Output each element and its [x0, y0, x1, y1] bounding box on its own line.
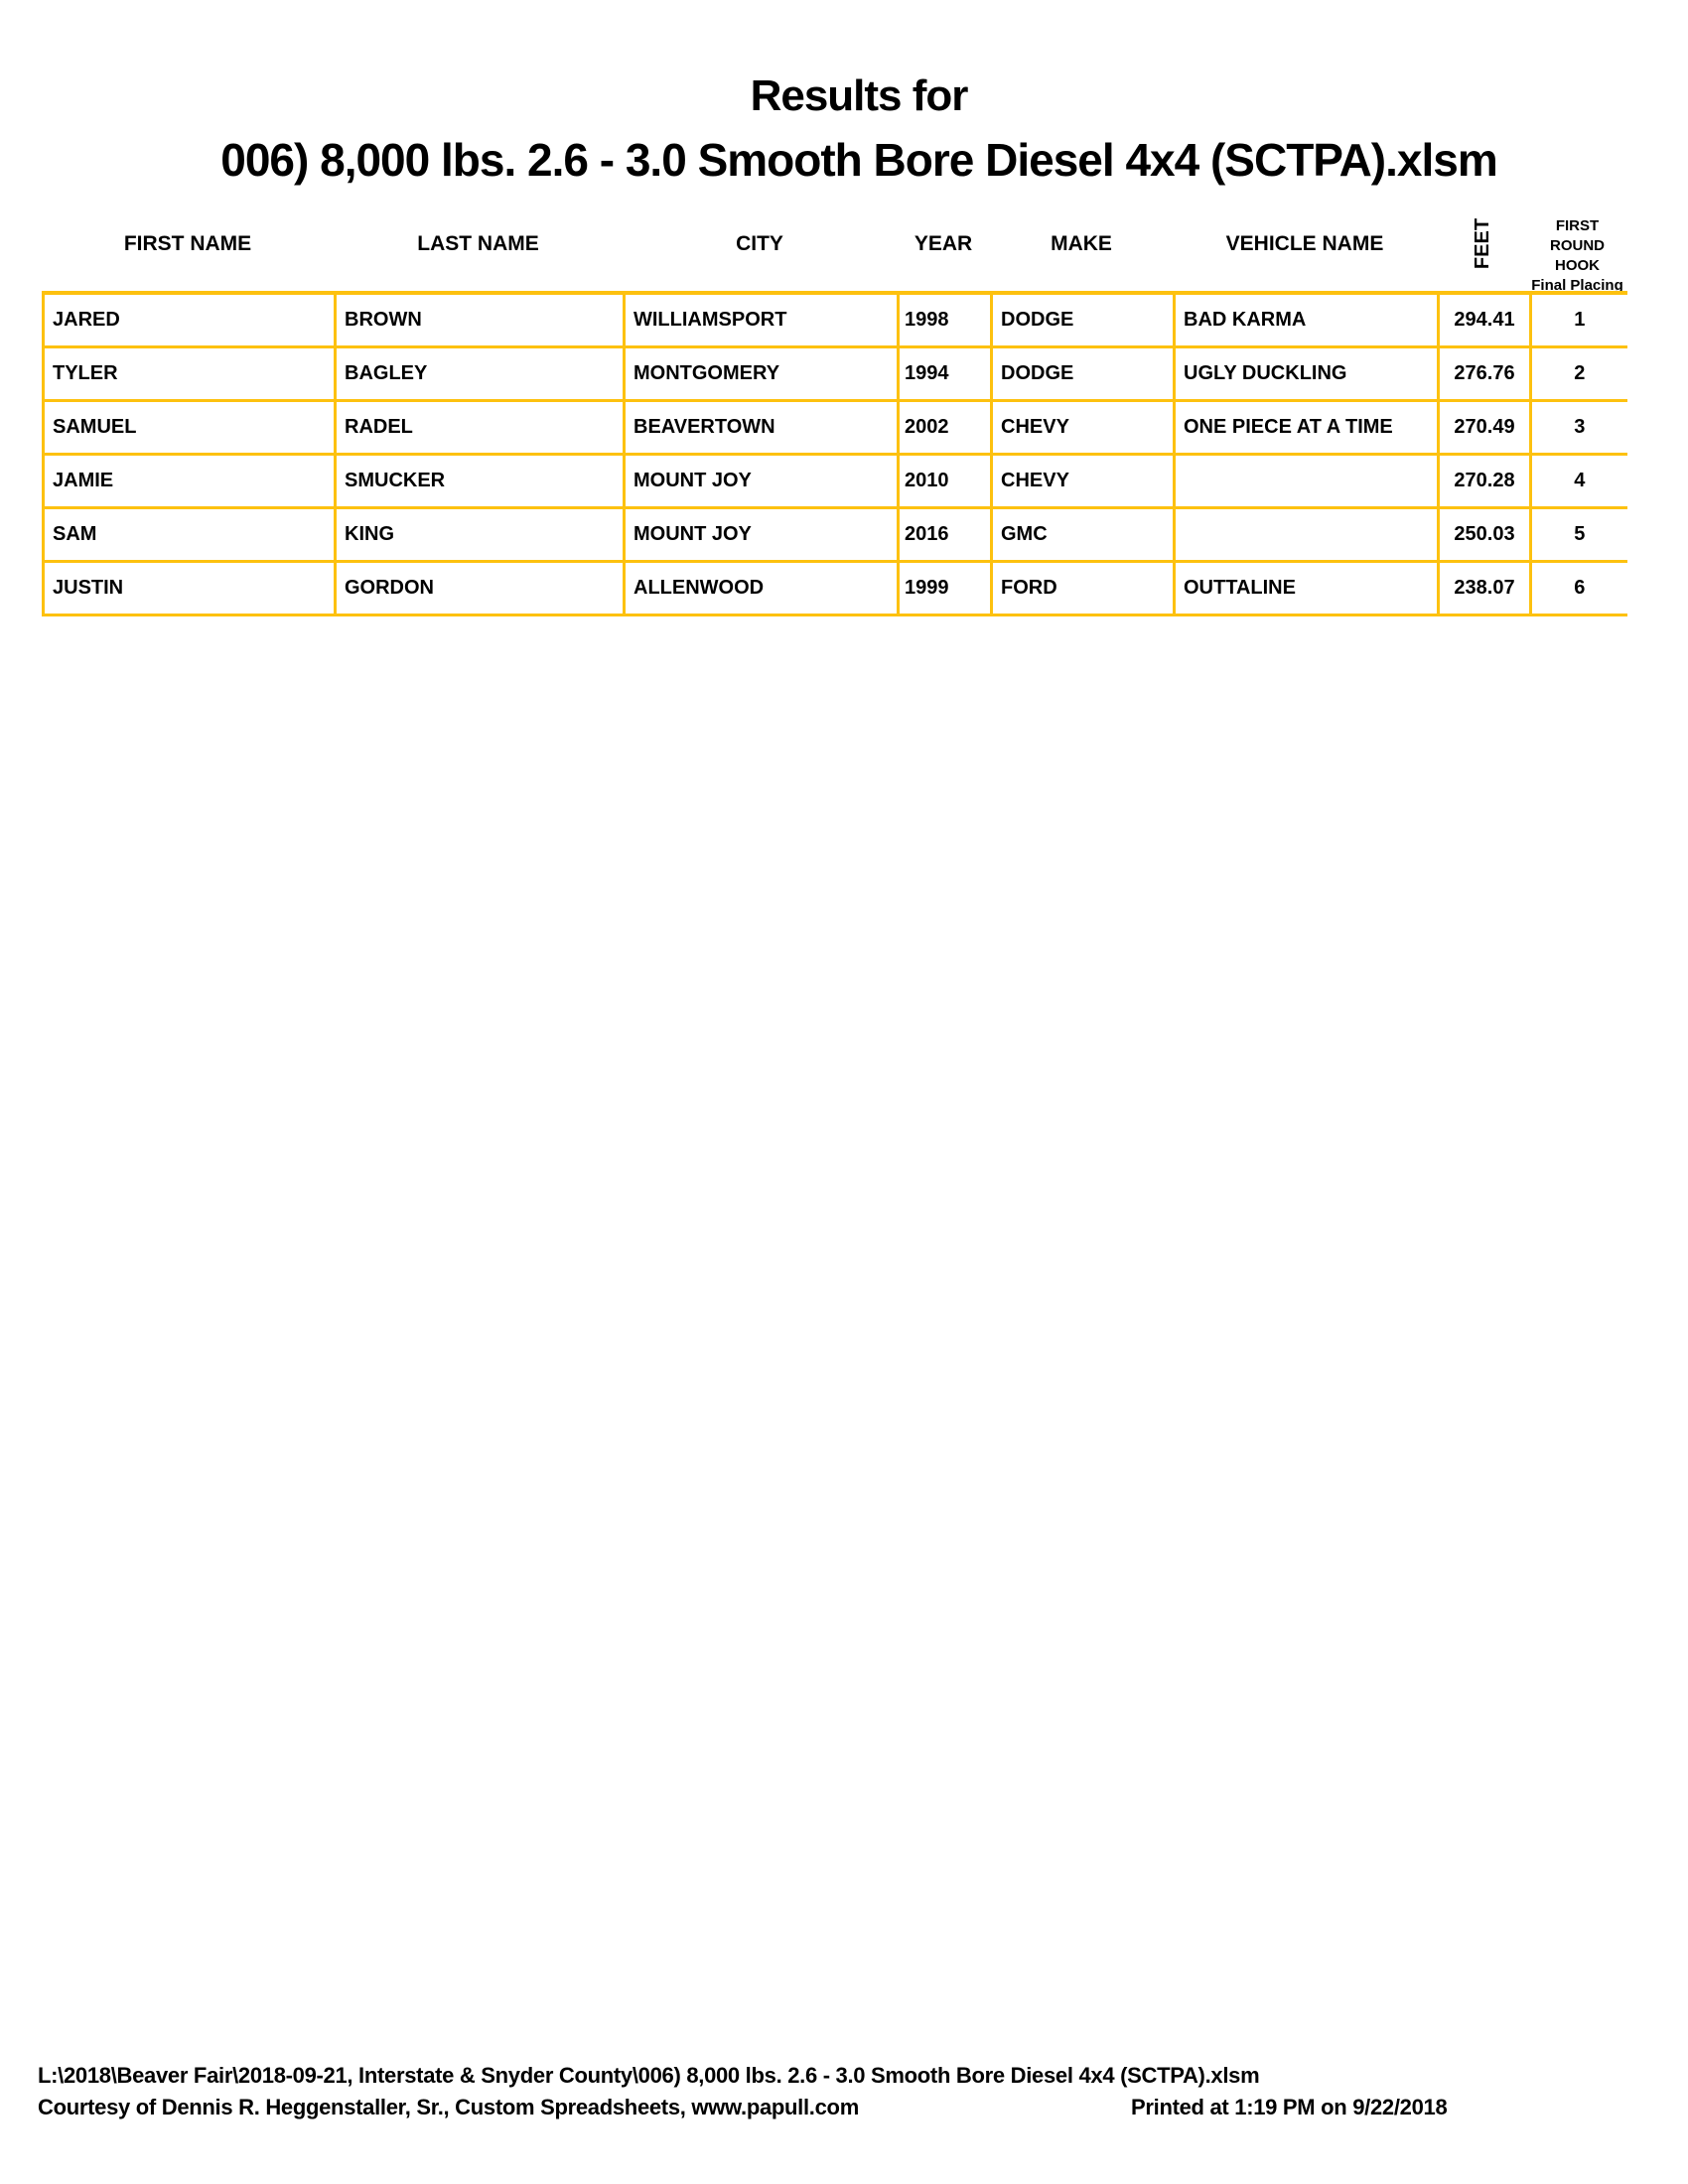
cell-last-name: BROWN — [336, 293, 625, 347]
cell-vehicle-name: BAD KARMA — [1175, 293, 1439, 347]
placing-header-line2: HOOK — [1555, 257, 1600, 274]
cell-city: MONTGOMERY — [625, 347, 899, 401]
feet-rotated-label: FEET — [1472, 217, 1493, 269]
cell-city: BEAVERTOWN — [625, 401, 899, 455]
cell-city: MOUNT JOY — [625, 455, 899, 508]
footer-line — [38, 2095, 1646, 2120]
column-header-make: MAKE — [1051, 232, 1112, 255]
cell-year: 1999 — [899, 562, 992, 615]
placing-header-line3: Final Placing — [1531, 277, 1623, 294]
cell-year: 2016 — [899, 508, 992, 562]
cell-placing: 3 — [1531, 401, 1627, 455]
cell-first-name: TYLER — [44, 347, 336, 401]
cell-placing: 6 — [1531, 562, 1627, 615]
cell-last-name: RADEL — [336, 401, 625, 455]
cell-placing: 5 — [1531, 508, 1627, 562]
column-header-vehicle-name: VEHICLE NAME — [1225, 232, 1384, 255]
cell-vehicle-name: UGLY DUCKLING — [1175, 347, 1439, 401]
cell-vehicle-name: OUTTALINE — [1175, 562, 1439, 615]
cell-vehicle-name — [1175, 508, 1439, 562]
column-header-feet — [1437, 194, 1529, 293]
cell-make: GMC — [992, 508, 1175, 562]
cell-first-name: JARED — [44, 293, 336, 347]
placing-header-line1: FIRST ROUND — [1550, 217, 1605, 254]
footer-printed-timestamp: Printed at 1:19 PM on 9/22/2018 — [1131, 2095, 1448, 2119]
cell-last-name: GORDON — [336, 562, 625, 615]
table-row — [44, 455, 1627, 508]
cell-placing: 4 — [1531, 455, 1627, 508]
table-row — [44, 293, 1627, 347]
results-table — [42, 291, 1627, 616]
cell-last-name: SMUCKER — [336, 455, 625, 508]
file-title: 006) 8,000 lbs. 2.6 - 3.0 Smooth Bore Diesel 4x4 (SCTPA).xlsm — [220, 134, 1497, 186]
cell-last-name: BAGLEY — [336, 347, 625, 401]
table-row — [44, 401, 1627, 455]
column-header-placing — [1529, 216, 1625, 296]
cell-year: 1998 — [899, 293, 992, 347]
cell-last-name: KING — [336, 508, 625, 562]
cell-feet: 250.03 — [1439, 508, 1531, 562]
cell-feet: 270.49 — [1439, 401, 1531, 455]
cell-vehicle-name: ONE PIECE AT A TIME — [1175, 401, 1439, 455]
table-row — [44, 347, 1627, 401]
cell-city: ALLENWOOD — [625, 562, 899, 615]
cell-first-name: SAM — [44, 508, 336, 562]
cell-city: MOUNT JOY — [625, 508, 899, 562]
cell-year: 2002 — [899, 401, 992, 455]
footer-courtesy: Courtesy of Dennis R. Heggenstaller, Sr., Custom Spreadsheets, www.papull.com — [38, 2095, 859, 2119]
cell-placing: 2 — [1531, 347, 1627, 401]
cell-feet: 238.07 — [1439, 562, 1531, 615]
cell-make: FORD — [992, 562, 1175, 615]
cell-make: CHEVY — [992, 455, 1175, 508]
cell-feet: 276.76 — [1439, 347, 1531, 401]
cell-year: 1994 — [899, 347, 992, 401]
cell-make: DODGE — [992, 347, 1175, 401]
column-header-last-name: LAST NAME — [417, 232, 539, 255]
cell-feet: 294.41 — [1439, 293, 1531, 347]
column-header-year: YEAR — [914, 232, 973, 255]
column-header-city: CITY — [736, 232, 783, 255]
cell-first-name: JUSTIN — [44, 562, 336, 615]
cell-make: CHEVY — [992, 401, 1175, 455]
table-row — [44, 508, 1627, 562]
page-title: Results for — [750, 71, 968, 120]
column-header-first-name: FIRST NAME — [123, 232, 252, 255]
cell-first-name: SAMUEL — [44, 401, 336, 455]
cell-vehicle-name — [1175, 455, 1439, 508]
cell-first-name: JAMIE — [44, 455, 336, 508]
footer-file-path: L:\2018\Beaver Fair\2018-09-21, Interstate & Snyder County\006) 8,000 lbs. 2.6 - 3.0 Smooth Bore Diesel 4x4 (SCTPA).xlsm — [38, 2063, 1260, 2088]
table-row — [44, 562, 1627, 615]
cell-placing: 1 — [1531, 293, 1627, 347]
cell-make: DODGE — [992, 293, 1175, 347]
cell-year: 2010 — [899, 455, 992, 508]
cell-feet: 270.28 — [1439, 455, 1531, 508]
cell-city: WILLIAMSPORT — [625, 293, 899, 347]
